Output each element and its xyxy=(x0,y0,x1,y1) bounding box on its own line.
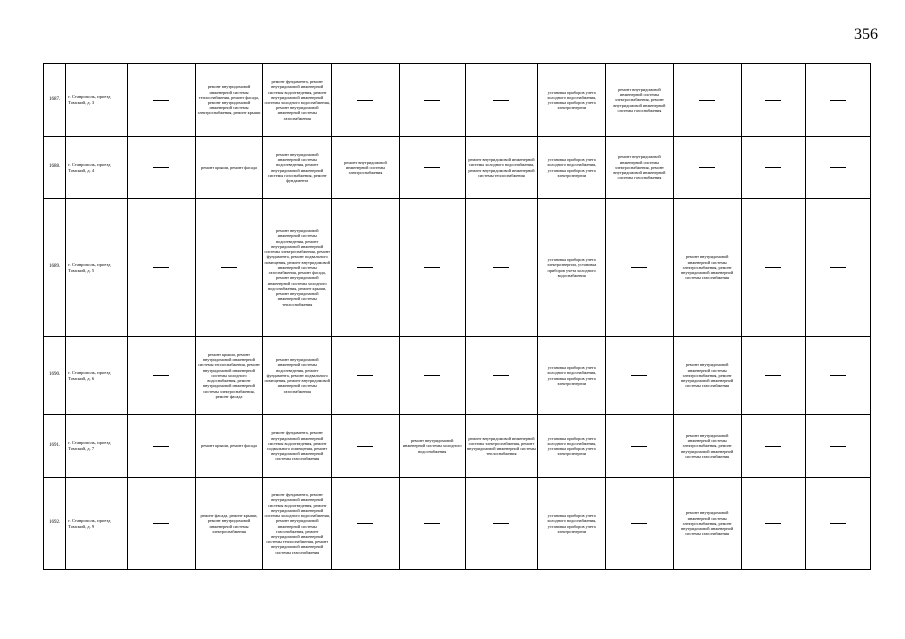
dash-cell xyxy=(806,64,871,137)
dash-cell xyxy=(741,199,806,337)
dash-mark xyxy=(830,446,846,447)
dash-cell xyxy=(127,478,195,570)
dash-cell xyxy=(332,478,400,570)
dash-mark xyxy=(765,267,781,268)
row-number: 1692. xyxy=(44,478,66,570)
dash-cell xyxy=(741,415,806,478)
table-row xyxy=(44,415,871,478)
table-row xyxy=(44,199,871,337)
address-cell: г. Ставрополь, проезд Томский, д. 5 xyxy=(66,199,128,337)
dash-cell xyxy=(465,199,538,337)
dash-mark xyxy=(493,267,509,268)
works-cell: ремонт фасада, ремонт крыши, ремонт внутридомовой инженерной системы электроснабжения xyxy=(195,478,263,570)
dash-mark xyxy=(830,267,846,268)
dash-cell xyxy=(332,415,400,478)
row-number: 1687. xyxy=(44,64,66,137)
dash-mark xyxy=(765,100,781,101)
address-cell: г. Ставрополь, проезд Томский, д. 4 xyxy=(66,137,128,199)
address-cell: г. Ставрополь, проезд Томский, д. 9 xyxy=(66,478,128,570)
works-cell: установка приборов учета холодного водоснабжения, установка приборов учета электроэнергии xyxy=(538,64,606,137)
dash-mark xyxy=(153,446,169,447)
works-cell: ремонт внутридомовой инженерной системы электроснабжения, ремонт внутридомовой инженерной системы газоснабжения xyxy=(673,337,741,415)
dash-mark xyxy=(631,267,647,268)
table-row xyxy=(44,337,871,415)
dash-mark xyxy=(765,446,781,447)
works-cell: ремонт крыши, ремонт фасада xyxy=(195,415,263,478)
dash-mark xyxy=(830,100,846,101)
dash-cell xyxy=(606,478,674,570)
works-cell: установка приборов учета электроэнергии, установка приборов учета холодного водоснабжения xyxy=(538,199,606,337)
works-cell: ремонт внутридомовой инженерной системы электроснабжения, ремонт внутридомовой инженерной системы газоснабжения xyxy=(606,64,674,137)
works-cell: ремонт внутридомовой инженерной системы холодного водоснабжения xyxy=(399,415,465,478)
dash-mark xyxy=(153,167,169,168)
dash-cell xyxy=(465,64,538,137)
dash-mark xyxy=(493,523,509,524)
dash-mark xyxy=(699,100,715,101)
dash-cell xyxy=(127,337,195,415)
dash-cell xyxy=(399,64,465,137)
works-cell: ремонт внутридомовой инженерной системы электроснабжения, ремонт внутридомовой инженерной системы теплоснабжения xyxy=(465,415,538,478)
dash-cell xyxy=(127,199,195,337)
address-cell: г. Ставрополь, проезд Томский, д. 3 xyxy=(66,64,128,137)
dash-cell xyxy=(465,337,538,415)
dash-cell xyxy=(332,199,400,337)
dash-mark xyxy=(631,446,647,447)
dash-cell xyxy=(806,478,871,570)
dash-cell xyxy=(741,337,806,415)
dash-cell xyxy=(399,137,465,199)
works-cell: ремонт внутридомовой инженерной системы электроснабжения, ремонт внутридомовой инженерной системы газоснабжения xyxy=(606,137,674,199)
row-number: 1690. xyxy=(44,337,66,415)
dash-cell xyxy=(806,415,871,478)
dash-mark xyxy=(153,375,169,376)
dash-cell xyxy=(741,478,806,570)
works-cell: ремонт фундамента, ремонт внутридомовой инженерной системы водоотведения, ремонт подвального помещения, ремонт внутридомовой инженерной системы газоснабжения xyxy=(263,415,332,478)
dash-cell xyxy=(332,337,400,415)
works-cell: ремонт внутридомовой инженерной системы водоотведения, ремонт внутридомовой инженерной системы электроснабжения, ремонт фундамента, ремонт подвального помещения, ремонт внутридомовой инженерной системы газоснабжения, ремонт фасада, ремонт внутридомовой инженерной системы холодного водоснабжения, ремонт крыши, ремонт внутридомовой инженерной системы теплоснабжения xyxy=(263,199,332,337)
dash-cell xyxy=(673,137,741,199)
dash-cell xyxy=(127,64,195,137)
dash-mark xyxy=(357,100,373,101)
works-cell: ремонт внутридомовой инженерной системы электроснабжения, ремонт внутридомовой инженерной системы газоснабжения xyxy=(673,415,741,478)
works-cell: ремонт фундамента, ремонт внутридомовой инженерной системы водоотведения, ремонт внутридомовой инженерной системы холодного водоснабжения, ремонт внутридомовой инженерной системы газоснабжения xyxy=(263,64,332,137)
dash-mark xyxy=(221,267,237,268)
row-number: 1688. xyxy=(44,137,66,199)
dash-mark xyxy=(631,523,647,524)
dash-cell xyxy=(195,199,263,337)
dash-mark xyxy=(153,523,169,524)
dash-mark xyxy=(493,375,509,376)
dash-mark xyxy=(424,375,440,376)
dash-mark xyxy=(153,100,169,101)
table-row xyxy=(44,137,871,199)
works-cell: ремонт внутридомовой инженерной системы водоотведения, ремонт внутридомовой инженерной системы газоснабжения, ремонт фундамента xyxy=(263,137,332,199)
address-cell: г. Ставрополь, проезд Томский, д. 6 xyxy=(66,337,128,415)
works-cell: ремонт крыши, ремонт фасада xyxy=(195,137,263,199)
dash-mark xyxy=(357,267,373,268)
dash-cell xyxy=(806,337,871,415)
works-cell: ремонт внутридомовой инженерной системы электроснабжения, ремонт внутридомовой инженерной системы газоснабжения xyxy=(673,478,741,570)
dash-mark xyxy=(699,167,715,168)
dash-cell xyxy=(399,478,465,570)
dash-mark xyxy=(424,267,440,268)
dash-cell xyxy=(127,137,195,199)
dash-cell xyxy=(606,415,674,478)
works-cell: установка приборов учета холодного водоснабжения, установка приборов учета электроэнергии xyxy=(538,415,606,478)
works-cell: ремонт внутридомовой инженерной системы электроснабжения, ремонт внутридомовой инженерной системы газоснабжения xyxy=(673,199,741,337)
dash-mark xyxy=(765,375,781,376)
dash-cell xyxy=(465,478,538,570)
works-cell: установка приборов учета холодного водоснабжения, установка приборов учета электроэнергии xyxy=(538,337,606,415)
works-cell: установка приборов учета холодного водоснабжения, установка приборов учета электроэнергии xyxy=(538,137,606,199)
dash-mark xyxy=(631,375,647,376)
dash-cell xyxy=(332,64,400,137)
dash-mark xyxy=(153,267,169,268)
dash-mark xyxy=(357,523,373,524)
dash-mark xyxy=(357,375,373,376)
dash-mark xyxy=(424,167,440,168)
works-cell: ремонт внутридомовой инженерной системы водоотведения, ремонт фундамента, ремонт подвального помещения, ремонт внутридомовой инженерной системы газоснабжения xyxy=(263,337,332,415)
dash-mark xyxy=(424,100,440,101)
dash-cell xyxy=(806,137,871,199)
works-cell: ремонт фундамента, ремонт внутридомовой инженерной системы водоотведения, ремонт внутридомовой инженерной системы холодного водоснабжения, ремонт внутридомовой инженерной системы газоснабжения, ремонт внутридомовой инженерной системы теплоснабжения, ремонт внутридомовой инженерной системы газоснабжения xyxy=(263,478,332,570)
works-cell: ремонт внутридомовой инженерной системы холодного водоснабжения, ремонт внутридомовой инженерной системы теплоснабжения xyxy=(465,137,538,199)
dash-cell xyxy=(806,199,871,337)
works-cell: ремонт крыши, ремонт внутридомовой инженерной системы теплоснабжения, ремонт внутридомовой инженерной системы холодного водоснабжения, ремонт внутридомовой инженерной системы электроснабжения, ремонт фасада xyxy=(195,337,263,415)
dash-cell xyxy=(741,137,806,199)
dash-mark xyxy=(765,167,781,168)
row-number: 1691. xyxy=(44,415,66,478)
works-cell: ремонт внутридомовой инженерной системы электроснабжения xyxy=(332,137,400,199)
table-row xyxy=(44,64,871,137)
dash-mark xyxy=(830,167,846,168)
dash-cell xyxy=(606,199,674,337)
dash-cell xyxy=(127,415,195,478)
works-cell: ремонт внутридомовой инженерной системы теплоснабжения, ремонт фасада, ремонт внутридомовой инженерной системы электроснабжения, ремонт крыши xyxy=(195,64,263,137)
table-row xyxy=(44,478,871,570)
dash-mark xyxy=(357,446,373,447)
dash-mark xyxy=(830,523,846,524)
dash-cell xyxy=(399,199,465,337)
row-number: 1689. xyxy=(44,199,66,337)
address-cell: г. Ставрополь, проезд Томский, д. 7 xyxy=(66,415,128,478)
dash-mark xyxy=(493,100,509,101)
dash-cell xyxy=(673,64,741,137)
works-register-table xyxy=(43,63,871,570)
dash-mark xyxy=(765,523,781,524)
dash-cell xyxy=(606,337,674,415)
page-number: 356 xyxy=(854,26,878,43)
dash-cell xyxy=(741,64,806,137)
dash-mark xyxy=(424,523,440,524)
dash-cell xyxy=(399,337,465,415)
dash-mark xyxy=(830,375,846,376)
works-cell: установка приборов учета холодного водоснабжения, установка приборов учета электроэнергии xyxy=(538,478,606,570)
